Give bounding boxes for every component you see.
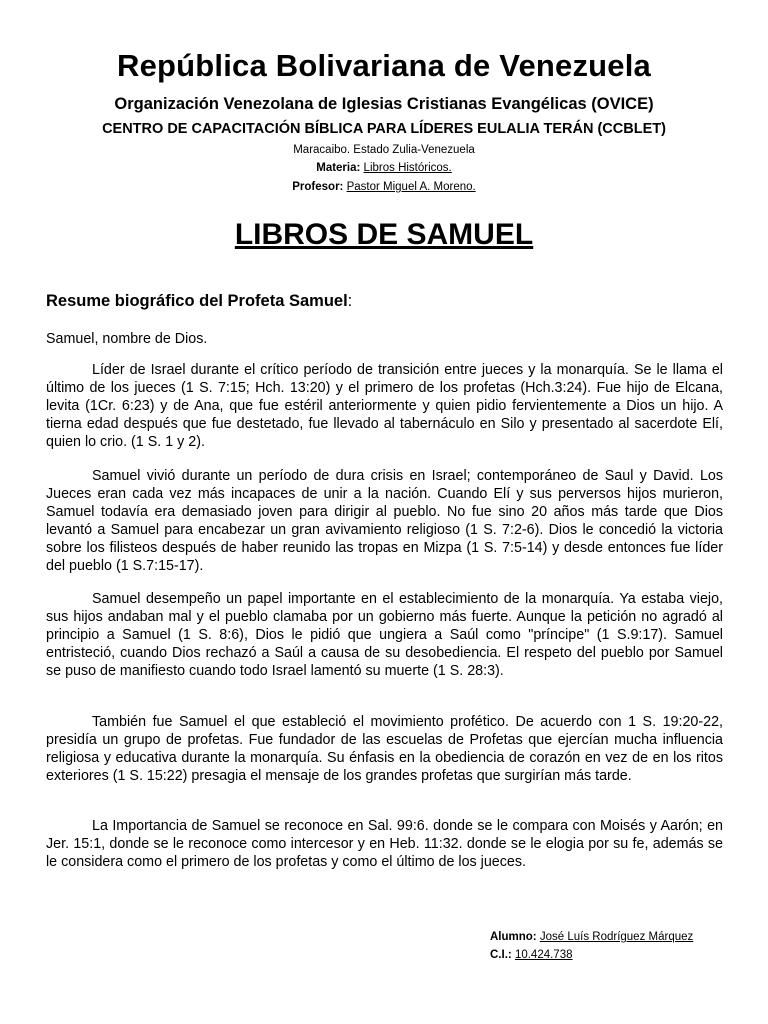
student-label: Alumno: [490, 931, 537, 943]
subject-label: Materia: [316, 162, 361, 174]
id-value: 10.424.738 [514, 949, 573, 961]
paragraph-3: Samuel desempeño un papel importante en el establecimiento de la monarquía. Ya estaba viejo, sus hijos andaban mal y el pueblo clamaba por un gobierno más fuerte. Aunque la petición no agradó al principio a Samuel (1 S. 8:6), Dios le pidió que ungiera a Saúl como "príncipe" (1 S.9:17). Samuel entristeció, cuando Dios rechazó a Saúl a causa de su desobediencia. El respeto del pueblo por Samuel se puso de manifiesto cuando todo Israel lamentó su muerte (1 S. 28:3). [46, 591, 723, 679]
location-line: Maracaibo. Estado Zulia-Venezuela [293, 144, 475, 156]
teacher-value: Pastor Miguel A. Moreno. [346, 181, 476, 193]
organization-heading: Organización Venezolana de Iglesias Cristianas Evangélicas (OVICE) [114, 95, 654, 113]
id-line [490, 949, 573, 961]
paragraph-5: La Importancia de Samuel se reconoce en Sal. 99:6. donde se le compara con Moisés y Aarón; en Jer. 15:1, donde se le reconoce como intercesor y en Heb. 11:32. donde se le elogia por su fe, además se le considera como el primero de los profetas y como el último de los jueces. [46, 818, 723, 870]
center-heading: CENTRO DE CAPACITACIÓN BÍBLICA PARA LÍDERES EULALIA TERÁN (CCBLET) [102, 121, 666, 137]
teacher-label: Profesor: [292, 181, 344, 193]
student-line [490, 931, 693, 943]
section-heading [46, 292, 352, 311]
section-heading-text: Resume biográfico del Profeta Samuel [46, 292, 348, 310]
lead-line: Samuel, nombre de Dios. [46, 331, 208, 347]
section-heading-colon: : [347, 292, 353, 310]
document-title: LIBROS DE SAMUEL [234, 218, 534, 251]
student-name: José Luís Rodríguez Márquez [539, 931, 694, 943]
id-label: C.I.: [490, 949, 512, 961]
subject-line [0, 162, 768, 174]
paragraph-2: Samuel vivió durante un período de dura crisis en Israel; contemporáneo de Saul y David. Los Jueces eran cada vez más incapaces de unir a la nación. Cuando Elí y sus perversos hijos murieron, Samuel todavía era demasiado joven para dirigir al pueblo. No fue sino 20 años más tarde que Dios levantó a Samuel para encabezar un gran avivamiento religioso (1 S. 7:2-6). Dios le concedió la victoria sobre los filisteos después de haber reunido las tropas en Mizpa (1 S. 7:5-14) y desde entonces fue líder del pueblo (1 S.7:15-17). [46, 468, 723, 574]
teacher-line [0, 181, 768, 193]
paragraph-4: También fue Samuel el que estableció el movimiento profético. De acuerdo con 1 S. 19:20-22, presidía un grupo de profetas. Fue fundador de las escuelas de Profetas que ejercían mucha influencia religiosa y educativa durante la monarquía. Su énfasis en la obediencia de corazón en vez de en los ritos exteriores (1 S. 15:22) presagia el mensaje de los grandes profetas que surgirían más tarde. [46, 714, 723, 784]
paragraph-1: Líder de Israel durante el crítico período de transición entre jueces y la monarquía. Se le llama el último de los jueces (1 S. 7:15; Hch. 13:20) y el primero de los profetas (Hch.3:24). Fue hijo de Elcana, levita (1Cr. 6:23) y de Ana, que fue estéril anteriormente y quien pidio fervientemente a Dios un hijo. A tierna edad después que fue destetado, fue llevado al tabernáculo en Silo y presentado al sacerdote Elí, quien lo crio. (1 S. 1 y 2). [46, 362, 723, 450]
country-heading: República Bolivariana de Venezuela [117, 48, 651, 83]
subject-value: Libros Históricos. [363, 162, 452, 174]
